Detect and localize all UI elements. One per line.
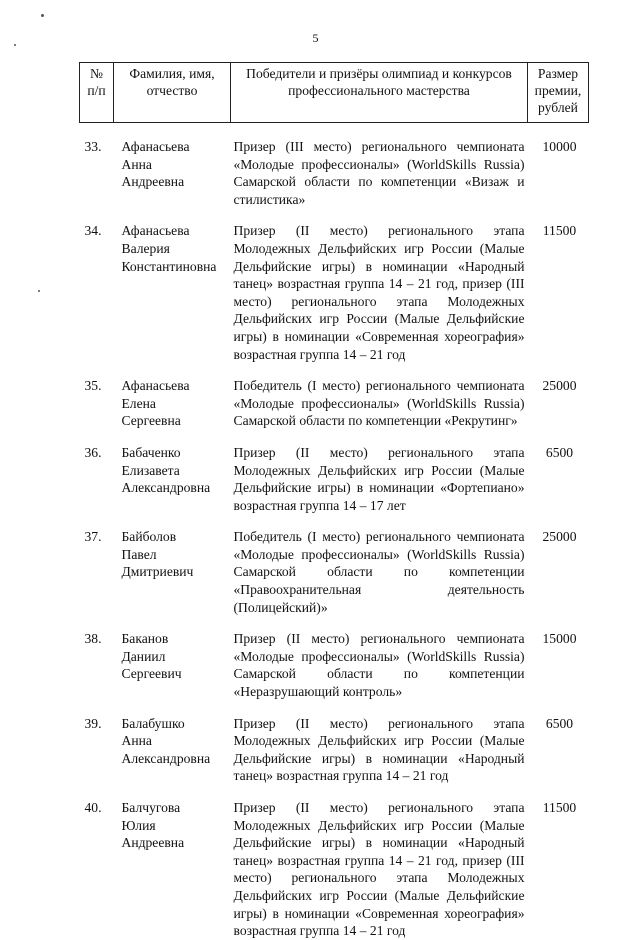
first-name: Анна xyxy=(121,156,152,172)
table-row-spacer xyxy=(80,616,589,630)
prize-amount: 10000 xyxy=(542,139,577,154)
row-number: 40. xyxy=(84,800,102,815)
full-name xyxy=(114,630,231,700)
full-name xyxy=(114,377,231,430)
achievement: Призер (II место) регионального этапа Молодежных Дельфийских игр России (Малые Дельфийские игры) в номинации «Народный танец» возрастная группа 14 – 21 год, призер (III место) регионального этапа Молодежных Дельфийских игр России (Малые Дельфийские игры) в номинации «Современная хореография» возрастная группа 14 – 21 год xyxy=(233,800,525,939)
last-name: Афанасьева xyxy=(121,223,190,239)
patronymic: Андреевна xyxy=(121,174,185,190)
achievement: Призер (II место) регионального чемпионата «Молодые профессионалы» (WorldSkills Russia) Самарской области по компетенции «Неразрушающий контроль» xyxy=(233,631,525,700)
achievement: Призер (III место) регионального чемпионата «Молодые профессионалы» (WorldSkills Russia) Самарской области по компетенции «Визаж и стилистика» xyxy=(233,139,525,207)
row-number: 39. xyxy=(84,715,102,731)
patronymic: Сергеевич xyxy=(121,666,182,682)
last-name: Бабаченко xyxy=(121,444,181,460)
first-name: Юлия xyxy=(121,817,156,833)
achievement: Призер (II место) регионального этапа Молодежных Дельфийских игр России (Малые Дельфийские игры) в номинации «Народный танец» возрастная группа 14 – 21 год xyxy=(233,715,525,784)
scan-speck xyxy=(41,14,44,17)
table-row xyxy=(80,137,589,208)
table-row-spacer xyxy=(80,430,589,444)
prize-amount: 6500 xyxy=(545,715,574,731)
prize-amount: 25000 xyxy=(542,378,577,394)
last-name: Балчугова xyxy=(121,800,181,815)
full-name xyxy=(114,799,231,940)
row-number: 34. xyxy=(84,223,102,239)
prize-amount: 11500 xyxy=(542,800,577,815)
prize-amount: 11500 xyxy=(542,223,577,239)
patronymic: Александровна xyxy=(121,480,211,496)
last-name: Афанасьева xyxy=(121,378,190,394)
first-name: Елена xyxy=(121,395,156,411)
table-row xyxy=(80,799,589,940)
patronymic: Андреевна xyxy=(121,835,185,851)
table-row-spacer xyxy=(80,208,589,222)
achievement: Победитель (I место) регионального чемпионата «Молодые профессионалы» (WorldSkills Russia) Самарской области по компетенции «Правоохранительная деятельность (Полицейский)» xyxy=(233,529,525,615)
first-name: Валерия xyxy=(121,240,170,256)
last-name: Байболов xyxy=(121,529,177,545)
table-row xyxy=(80,377,589,430)
last-name: Афанасьева xyxy=(121,139,190,154)
table-row xyxy=(80,630,589,700)
achievement: Победитель (I место) регионального чемпионата «Молодые профессионалы» (WorldSkills Russia) Самарской области по компетенции «Рекрутинг» xyxy=(233,378,525,429)
first-name: Елизавета xyxy=(121,462,180,478)
patronymic: Константиновна xyxy=(121,258,217,274)
prize-amount: 25000 xyxy=(542,529,577,545)
scan-speck xyxy=(38,290,40,292)
first-name: Даниил xyxy=(121,648,166,664)
header-prize: Размер премии, рублей xyxy=(528,63,589,123)
first-name: Павел xyxy=(121,546,157,562)
table-row xyxy=(80,222,589,363)
table-row-spacer xyxy=(80,514,589,528)
achievement: Призер (II место) регионального этапа Молодежных Дельфийских игр России (Малые Дельфийские игры) в номинации «Фортепиано» возрастная группа 14 – 17 лет xyxy=(233,444,525,513)
table-row xyxy=(80,444,589,514)
patronymic: Дмитриевич xyxy=(121,564,194,580)
full-name xyxy=(114,222,231,363)
prize-amount: 15000 xyxy=(542,631,577,647)
awards-table xyxy=(79,62,589,940)
header-name: Фамилия, имя, отчество xyxy=(114,63,231,123)
patronymic: Сергеевна xyxy=(121,413,181,429)
last-name: Балабушко xyxy=(121,715,185,731)
first-name: Анна xyxy=(121,733,152,749)
last-name: Баканов xyxy=(121,631,169,647)
table-row-spacer xyxy=(80,123,589,138)
table-row xyxy=(80,528,589,616)
table-row xyxy=(80,715,589,785)
row-number: 33. xyxy=(84,139,102,154)
row-number: 38. xyxy=(84,631,102,647)
full-name xyxy=(114,715,231,785)
achievement: Призер (II место) регионального этапа Молодежных Дельфийских игр России (Малые Дельфийские игры) в номинации «Народный танец» возрастная группа 14 – 21 год, призер (III место) регионального этапа Молодежных Дельфийских игр России (Малые Дельфийские игры) в номинации «Современная хореография» возрастная группа 14 – 21 год xyxy=(233,223,525,362)
row-number: 37. xyxy=(84,529,102,545)
full-name xyxy=(114,528,231,616)
full-name xyxy=(114,137,231,208)
row-number: 35. xyxy=(84,378,102,394)
page-number: 5 xyxy=(312,31,319,45)
table-row-spacer xyxy=(80,785,589,799)
header-achievement: Победители и призёры олимпиад и конкурсов профессионального мастерства xyxy=(231,63,528,123)
table-row-spacer xyxy=(80,701,589,715)
row-number: 36. xyxy=(84,444,102,460)
table-row-spacer xyxy=(80,363,589,377)
full-name xyxy=(114,444,231,514)
table-header xyxy=(80,63,589,123)
header-num: № п/п xyxy=(80,63,114,123)
patronymic: Александровна xyxy=(121,750,211,766)
prize-amount: 6500 xyxy=(545,444,574,460)
